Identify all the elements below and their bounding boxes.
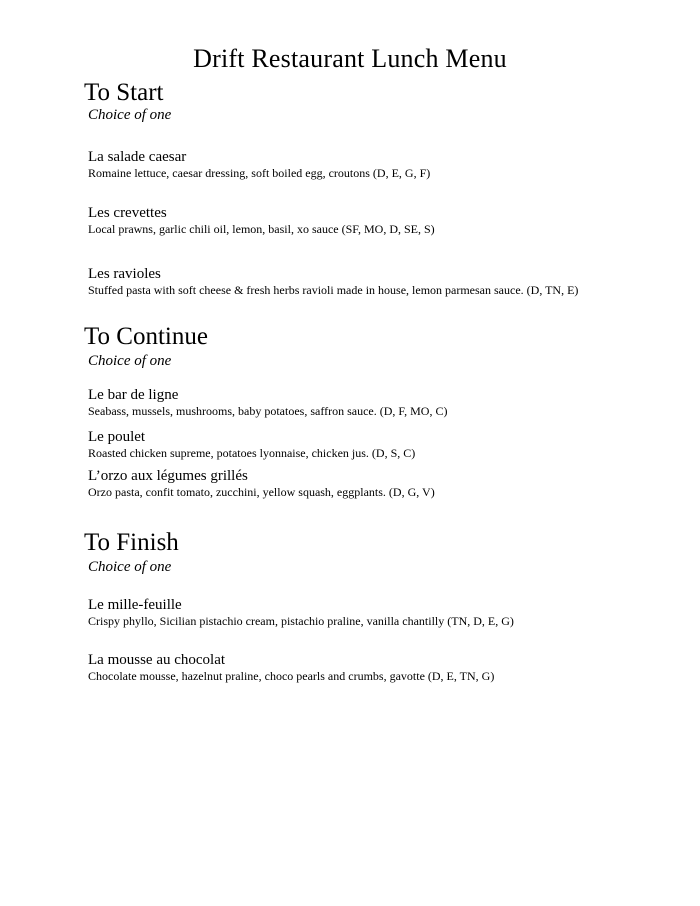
section-subheading: Choice of one <box>88 353 172 369</box>
item-name: Les ravioles <box>88 266 161 282</box>
section-to-start <box>0 78 700 297</box>
section-to-finish <box>0 528 700 683</box>
menu-item <box>88 597 700 628</box>
item-name: Le bar de ligne <box>88 387 179 403</box>
menu-item <box>88 468 700 499</box>
item-name: La mousse au chocolat <box>88 652 226 668</box>
page-title: Drift Restaurant Lunch Menu <box>193 44 507 73</box>
item-description: Stuffed pasta with soft cheese & fresh herbs ravioli made in house, lemon parmesan sauce. (D, TN, E) <box>88 283 579 297</box>
item-description: Orzo pasta, confit tomato, zucchini, yellow squash, eggplants. (D, G, V) <box>88 485 435 499</box>
item-description: Roasted chicken supreme, potatoes lyonnaise, chicken jus. (D, S, C) <box>88 446 416 460</box>
item-name: Le poulet <box>88 429 146 445</box>
menu-item <box>88 429 700 460</box>
section-to-continue <box>0 322 700 499</box>
section-heading: To Continue <box>84 323 208 350</box>
menu-item <box>88 652 700 683</box>
item-description: Chocolate mousse, hazelnut praline, choco pearls and crumbs, gavotte (D, E, TN, G) <box>88 669 495 683</box>
item-name: Le mille-feuille <box>88 597 182 613</box>
section-subheading: Choice of one <box>88 107 172 123</box>
item-description: Crispy phyllo, Sicilian pistachio cream, pistachio praline, vanilla chantilly (TN, D, E, G) <box>88 614 514 628</box>
item-name: L’orzo aux légumes grillés <box>88 468 248 484</box>
section-subheading: Choice of one <box>88 559 172 575</box>
item-description: Seabass, mussels, mushrooms, baby potatoes, saffron sauce. (D, F, MO, C) <box>88 404 448 418</box>
menu-item <box>88 266 700 297</box>
section-heading: To Finish <box>84 529 179 556</box>
item-description: Local prawns, garlic chili oil, lemon, basil, xo sauce (SF, MO, D, SE, S) <box>88 222 435 236</box>
menu-item <box>88 387 700 418</box>
menu-item <box>88 149 700 180</box>
item-name: La salade caesar <box>88 149 187 165</box>
section-heading: To Start <box>84 79 164 106</box>
menu-item <box>88 205 700 236</box>
item-name: Les crevettes <box>88 205 167 221</box>
item-description: Romaine lettuce, caesar dressing, soft boiled egg, croutons (D, E, G, F) <box>88 166 431 180</box>
